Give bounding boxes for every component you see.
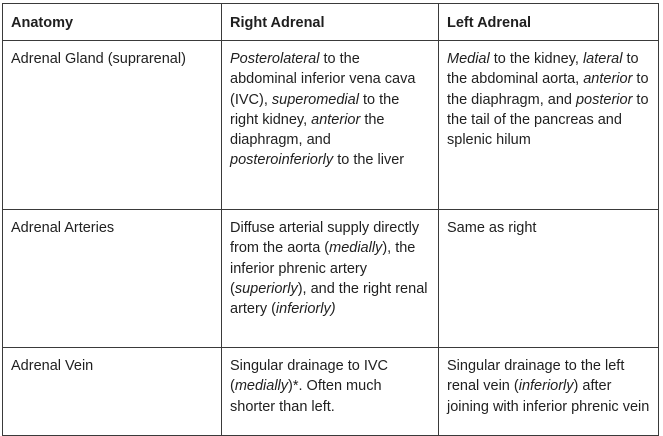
cell-text: Singular drainage to the left renal vein (	[447, 358, 625, 395]
emphasis-text: Posterolateral	[230, 51, 320, 67]
emphasis-text: superiorly	[234, 280, 298, 297]
left-adrenal-cell	[439, 348, 659, 436]
anatomy-cell: Adrenal Arteries	[3, 210, 222, 348]
cell-text: ), and the right renal artery (	[230, 280, 428, 318]
cell-text: Same as right	[447, 220, 537, 236]
cell-text: to the kidney,	[489, 51, 583, 67]
table-row	[3, 348, 659, 436]
cell-text: to the tail of the pancreas and splenic hilum	[447, 91, 649, 149]
header-anatomy: Anatomy	[3, 4, 222, 41]
header-row	[3, 4, 659, 41]
header-right-adrenal: Right Adrenal	[222, 4, 439, 41]
cell-text: Singular drainage to IVC (	[230, 358, 388, 395]
emphasis-text: medially	[234, 378, 289, 395]
cell-text: Diffuse arterial supply directly from the aorta (	[230, 220, 420, 257]
cell-text: the diaphragm, and	[230, 111, 385, 149]
emphasis-text: superomedial	[271, 91, 359, 108]
left-adrenal-cell	[439, 41, 659, 210]
table-row	[3, 41, 659, 210]
left-adrenal-cell	[439, 210, 659, 348]
right-adrenal-cell	[222, 41, 439, 210]
emphasis-text: inferiorly)	[275, 301, 336, 318]
emphasis-text: anterior	[583, 71, 633, 88]
anatomy-cell: Adrenal Vein	[3, 348, 222, 436]
emphasis-text: lateral	[582, 51, 623, 67]
emphasis-text: medially	[329, 240, 383, 257]
emphasis-text: anterior	[311, 111, 361, 128]
header-left-adrenal: Left Adrenal	[439, 4, 659, 41]
emphasis-text: posteroinferiorly	[230, 152, 334, 169]
cell-text: to the liver	[333, 152, 405, 169]
cell-text: to the diaphragm, and	[447, 71, 649, 108]
anatomy-cell: Adrenal Gland (suprarenal)	[3, 41, 222, 210]
cell-text: to the right kidney,	[230, 91, 400, 128]
cell-text: ) after joining with inferior phrenic vein	[447, 378, 650, 415]
table-row	[3, 210, 659, 348]
right-adrenal-cell	[222, 210, 439, 348]
emphasis-text: Medial	[447, 51, 490, 67]
cell-text: ), the inferior phrenic artery (	[230, 240, 416, 297]
cell-text: to the abdominal inferior vena cava (IVC),	[230, 51, 416, 108]
right-adrenal-cell	[222, 348, 439, 436]
emphasis-text: inferiorly	[518, 378, 574, 395]
cell-text: )*. Often much shorter than left.	[230, 378, 382, 415]
cell-text: to the abdominal aorta,	[447, 51, 639, 88]
anatomy-table	[2, 3, 659, 436]
emphasis-text: posterior	[575, 91, 633, 108]
